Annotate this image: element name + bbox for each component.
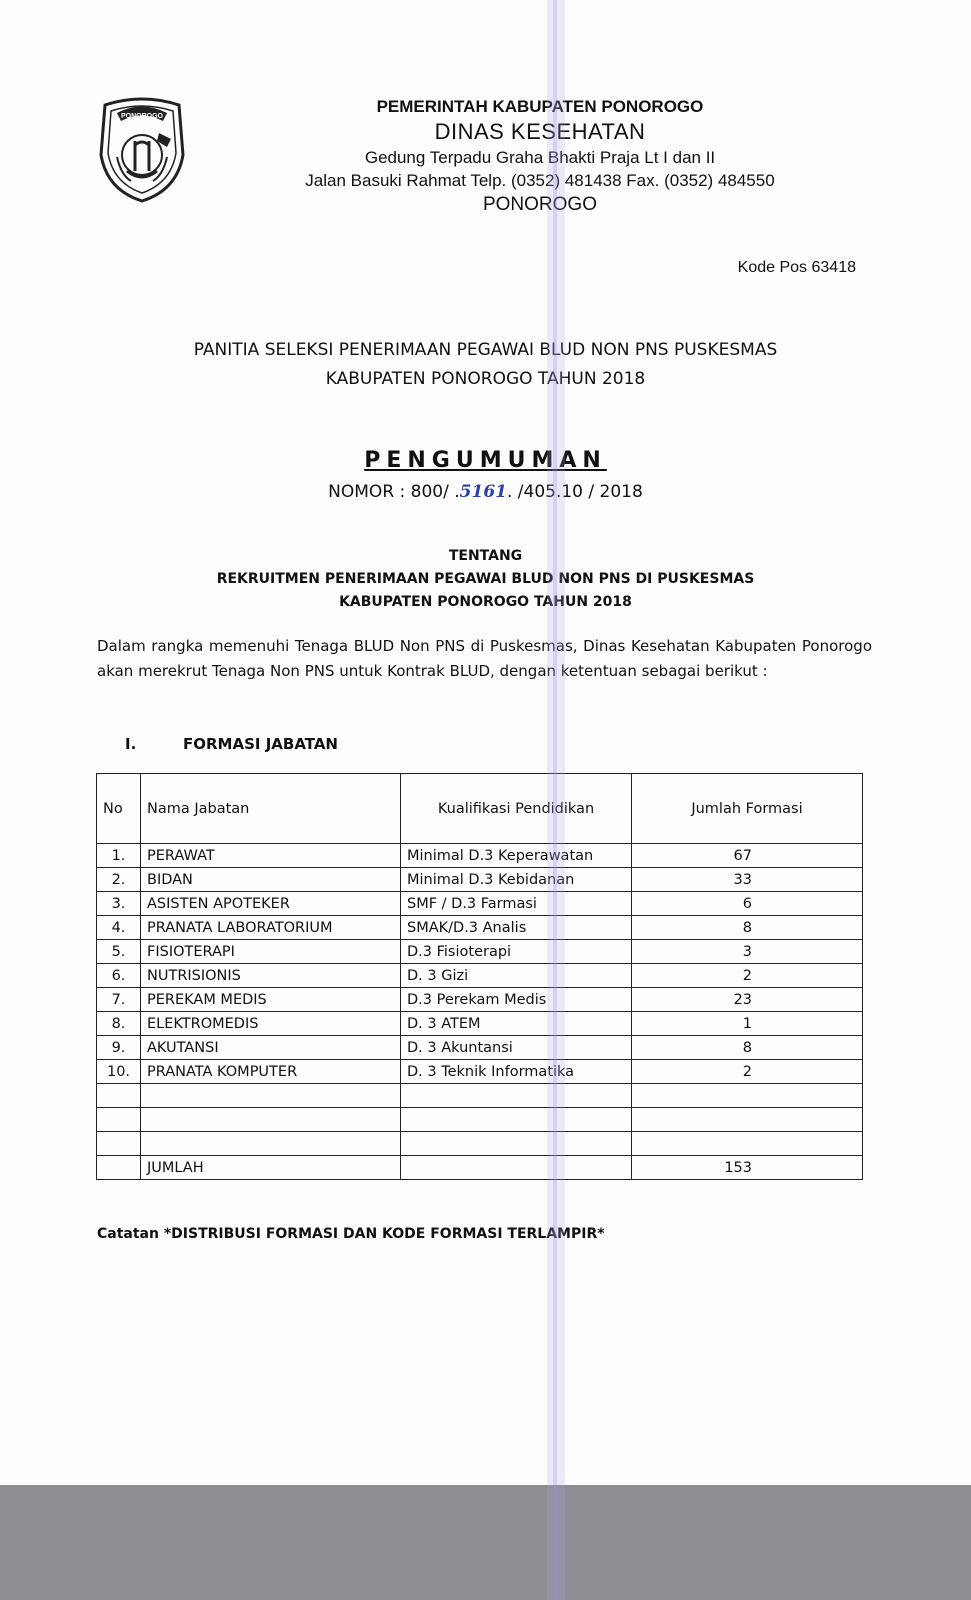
table-row	[97, 988, 863, 1012]
table-row	[97, 916, 863, 940]
agency-name: DINAS KESEHATAN	[434, 119, 646, 144]
cell-jumlah: 2	[632, 1060, 863, 1084]
city-name: PONOROGO	[482, 194, 597, 215]
cell-no: 8.	[97, 1012, 141, 1036]
postal-code: Kode Pos 63418	[737, 259, 856, 276]
section-title: FORMASI JABATAN	[183, 735, 338, 753]
empty-row	[97, 1132, 863, 1156]
table-row	[97, 1060, 863, 1084]
subject-line-1: REKRUITMEN PENERIMAAN PEGAWAI BLUD NON PNS DI PUSKESMAS	[216, 571, 755, 587]
header-kualifikasi: Kualifikasi Pendidikan	[401, 774, 632, 844]
note: Catatan *DISTRIBUSI FORMASI DAN KODE FORMASI TERLAMPIR*	[97, 1226, 605, 1242]
cell-jumlah: 67	[632, 844, 863, 868]
table-row	[97, 940, 863, 964]
cell-no: 4.	[97, 916, 141, 940]
section-heading	[125, 735, 338, 753]
table-header-row	[97, 774, 863, 844]
table-row	[97, 1036, 863, 1060]
cell-no: 6.	[97, 964, 141, 988]
cell-no: 2.	[97, 868, 141, 892]
cell-kualifikasi: D. 3 Akuntansi	[401, 1036, 632, 1060]
cell-kualifikasi: SMAK/D.3 Analis	[401, 916, 632, 940]
cell-kualifikasi: D. 3 ATEM	[401, 1012, 632, 1036]
cell-nama: PRANATA KOMPUTER	[141, 1060, 401, 1084]
nomor-suffix: . /405.10 / 2018	[506, 482, 643, 502]
cell-nama: NUTRISIONIS	[141, 964, 401, 988]
cell-no: 10.	[97, 1060, 141, 1084]
table-row	[97, 964, 863, 988]
cell-jumlah: 8	[632, 916, 863, 940]
cell-jumlah: 8	[632, 1036, 863, 1060]
committee-line-2: KABUPATEN PONOROGO TAHUN 2018	[325, 369, 646, 389]
formasi-table	[96, 773, 863, 1180]
cell-no: 7.	[97, 988, 141, 1012]
total-row	[97, 1156, 863, 1180]
header-jumlah: Jumlah Formasi	[632, 774, 863, 844]
committee-line-1: PANITIA SELEKSI PENERIMAAN PEGAWAI BLUD NON PNS PUSKESMAS	[193, 340, 778, 360]
cell-jumlah: 33	[632, 868, 863, 892]
total-label: JUMLAH	[141, 1156, 401, 1180]
table-row	[97, 868, 863, 892]
announcement-number	[0, 482, 971, 502]
cell-no: 3.	[97, 892, 141, 916]
subject-line-2: KABUPATEN PONOROGO TAHUN 2018	[339, 594, 632, 610]
cell-nama: PEREKAM MEDIS	[141, 988, 401, 1012]
empty-row	[97, 1108, 863, 1132]
subject-block	[0, 545, 971, 614]
cell-nama: PERAWAT	[141, 844, 401, 868]
cell-jumlah: 23	[632, 988, 863, 1012]
header-no: No	[97, 774, 141, 844]
handwritten-number: 5161	[459, 482, 507, 502]
cell-nama: AKUTANSI	[141, 1036, 401, 1060]
cell-kualifikasi: D. 3 Gizi	[401, 964, 632, 988]
cell-jumlah: 6	[632, 892, 863, 916]
building-address: Gedung Terpadu Graha Bhakti Praja Lt I dan II	[364, 148, 716, 167]
ponorogo-regency-emblem	[97, 95, 187, 205]
table-row	[97, 1012, 863, 1036]
cell-jumlah: 2	[632, 964, 863, 988]
announcement-title-text: PENGUMUMAN	[364, 448, 607, 473]
table-row	[97, 892, 863, 916]
subject-label: TENTANG	[448, 548, 523, 564]
cell-no: 5.	[97, 940, 141, 964]
cell-kualifikasi: Minimal D.3 Kebidanan	[401, 868, 632, 892]
cell-kualifikasi: SMF / D.3 Farmasi	[401, 892, 632, 916]
intro-paragraph: Dalam rangka memenuhi Tenaga BLUD Non PNS di Puskesmas, Dinas Kesehatan Kabupaten Ponorogo akan merekrut Tenaga Non PNS untuk Kontrak BLUD, dengan ketentuan sebagai berikut :	[97, 637, 872, 680]
cell-no: 1.	[97, 844, 141, 868]
empty-row	[97, 1084, 863, 1108]
cell-nama: ELEKTROMEDIS	[141, 1012, 401, 1036]
nomor-prefix: NOMOR : 800/ .	[328, 482, 460, 502]
header-nama: Nama Jabatan	[141, 774, 401, 844]
cell-no: 9.	[97, 1036, 141, 1060]
letterhead	[240, 96, 840, 218]
announcement-title	[0, 448, 971, 473]
cell-kualifikasi: Minimal D.3 Keperawatan	[401, 844, 632, 868]
scan-artifact-stripe-core	[553, 0, 557, 1600]
government-name: PEMERINTAH KABUPATEN PONOROGO	[376, 97, 704, 116]
svg-text:PONOROGO: PONOROGO	[120, 113, 164, 120]
cell-nama: BIDAN	[141, 868, 401, 892]
section-number: I.	[125, 735, 137, 753]
cell-kualifikasi: D.3 Fisioterapi	[401, 940, 632, 964]
cell-nama: ASISTEN APOTEKER	[141, 892, 401, 916]
table-row	[97, 844, 863, 868]
total-value: 153	[632, 1156, 863, 1180]
scan-bottom-margin	[0, 1485, 971, 1600]
committee-title	[0, 336, 971, 394]
cell-kualifikasi: D.3 Perekam Medis	[401, 988, 632, 1012]
street-contact: Jalan Basuki Rahmat Telp. (0352) 481438 Fax. (0352) 484550	[305, 171, 775, 190]
cell-nama: FISIOTERAPI	[141, 940, 401, 964]
cell-nama: PRANATA LABORATORIUM	[141, 916, 401, 940]
cell-jumlah: 3	[632, 940, 863, 964]
cell-jumlah: 1	[632, 1012, 863, 1036]
cell-kualifikasi: D. 3 Teknik Informatika	[401, 1060, 632, 1084]
